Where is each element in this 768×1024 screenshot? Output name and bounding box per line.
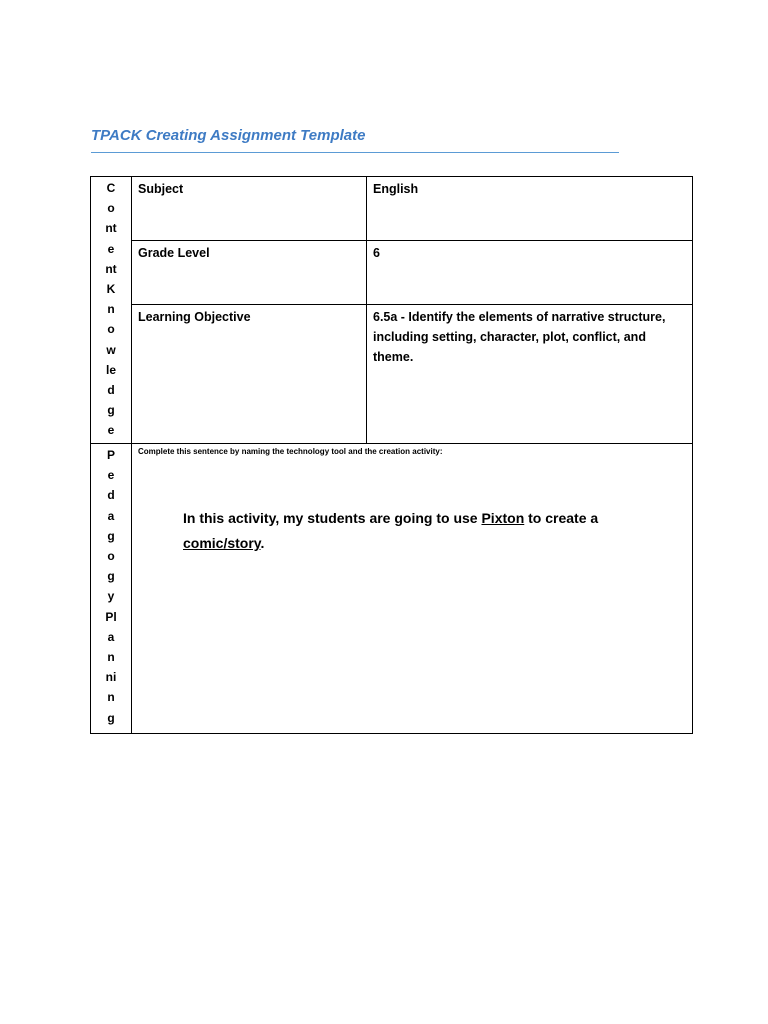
pedagogy-planning-letter: ni	[105, 670, 117, 685]
learning-objective-label: Learning Objective	[132, 305, 367, 444]
pedagogy-planning-letter: y	[107, 589, 115, 604]
technology-tool: Pixton	[481, 510, 525, 526]
pedagogy-planning-label	[91, 444, 132, 734]
pedagogy-planning-letter: n	[107, 650, 115, 665]
activity-statement	[132, 456, 643, 556]
statement-part1: In this activity, my students are going to use	[183, 510, 482, 526]
content-knowledge-label	[91, 177, 132, 444]
content-knowledge-letter: C	[106, 181, 116, 195]
content-knowledge-letter: n	[107, 302, 115, 317]
content-knowledge-letter: e	[107, 423, 115, 438]
creation-activity: comic/story	[183, 535, 261, 551]
grade-level-row	[91, 241, 693, 305]
pedagogy-planning-letter: d	[107, 488, 115, 503]
pedagogy-planning-letter: o	[107, 549, 115, 564]
pedagogy-planning-letter: g	[107, 710, 115, 725]
pedagogy-row	[91, 444, 693, 734]
document-title: TPACK Creating Assignment Template	[91, 127, 366, 144]
content-knowledge-letter: nt	[105, 221, 117, 236]
learning-objective-value: 6.5a - Identify the elements of narrative structure, including setting, character, plot, conflict, and theme.	[367, 305, 693, 444]
pedagogy-planning-letter: Pl	[105, 609, 117, 624]
content-knowledge-letter: w	[106, 342, 116, 357]
pedagogy-planning-letter: n	[107, 690, 115, 705]
pedagogy-planning-letter: a	[107, 629, 115, 644]
assignment-table	[90, 176, 693, 734]
pedagogy-instruction: Complete this sentence by naming the technology tool and the creation activity:	[138, 447, 443, 456]
pedagogy-cell	[132, 444, 693, 734]
statement-end: .	[260, 535, 265, 551]
pedagogy-planning-letter: a	[107, 508, 115, 523]
statement-part2: to create a	[524, 510, 599, 526]
content-knowledge-letter: o	[107, 201, 115, 216]
subject-row	[91, 177, 693, 241]
content-knowledge-letters	[91, 177, 131, 441]
pedagogy-planning-letters	[91, 444, 131, 728]
content-knowledge-letter: d	[107, 383, 115, 398]
content-knowledge-letter: o	[107, 322, 115, 337]
title-underline	[91, 152, 619, 153]
pedagogy-planning-letter: g	[107, 569, 115, 584]
pedagogy-planning-letter: P	[106, 448, 115, 462]
grade-level-label: Grade Level	[132, 241, 367, 305]
content-knowledge-letter: g	[107, 403, 115, 418]
content-knowledge-letter: K	[106, 282, 116, 297]
pedagogy-planning-letter: e	[107, 468, 115, 483]
subject-label: Subject	[132, 177, 367, 241]
content-knowledge-letter: nt	[105, 261, 117, 276]
content-knowledge-letter: e	[107, 241, 115, 256]
content-knowledge-letter: le	[105, 362, 116, 377]
pedagogy-planning-letter: g	[107, 528, 115, 543]
learning-objective-row	[91, 305, 693, 444]
subject-value: English	[367, 177, 693, 241]
grade-level-value: 6	[367, 241, 693, 305]
